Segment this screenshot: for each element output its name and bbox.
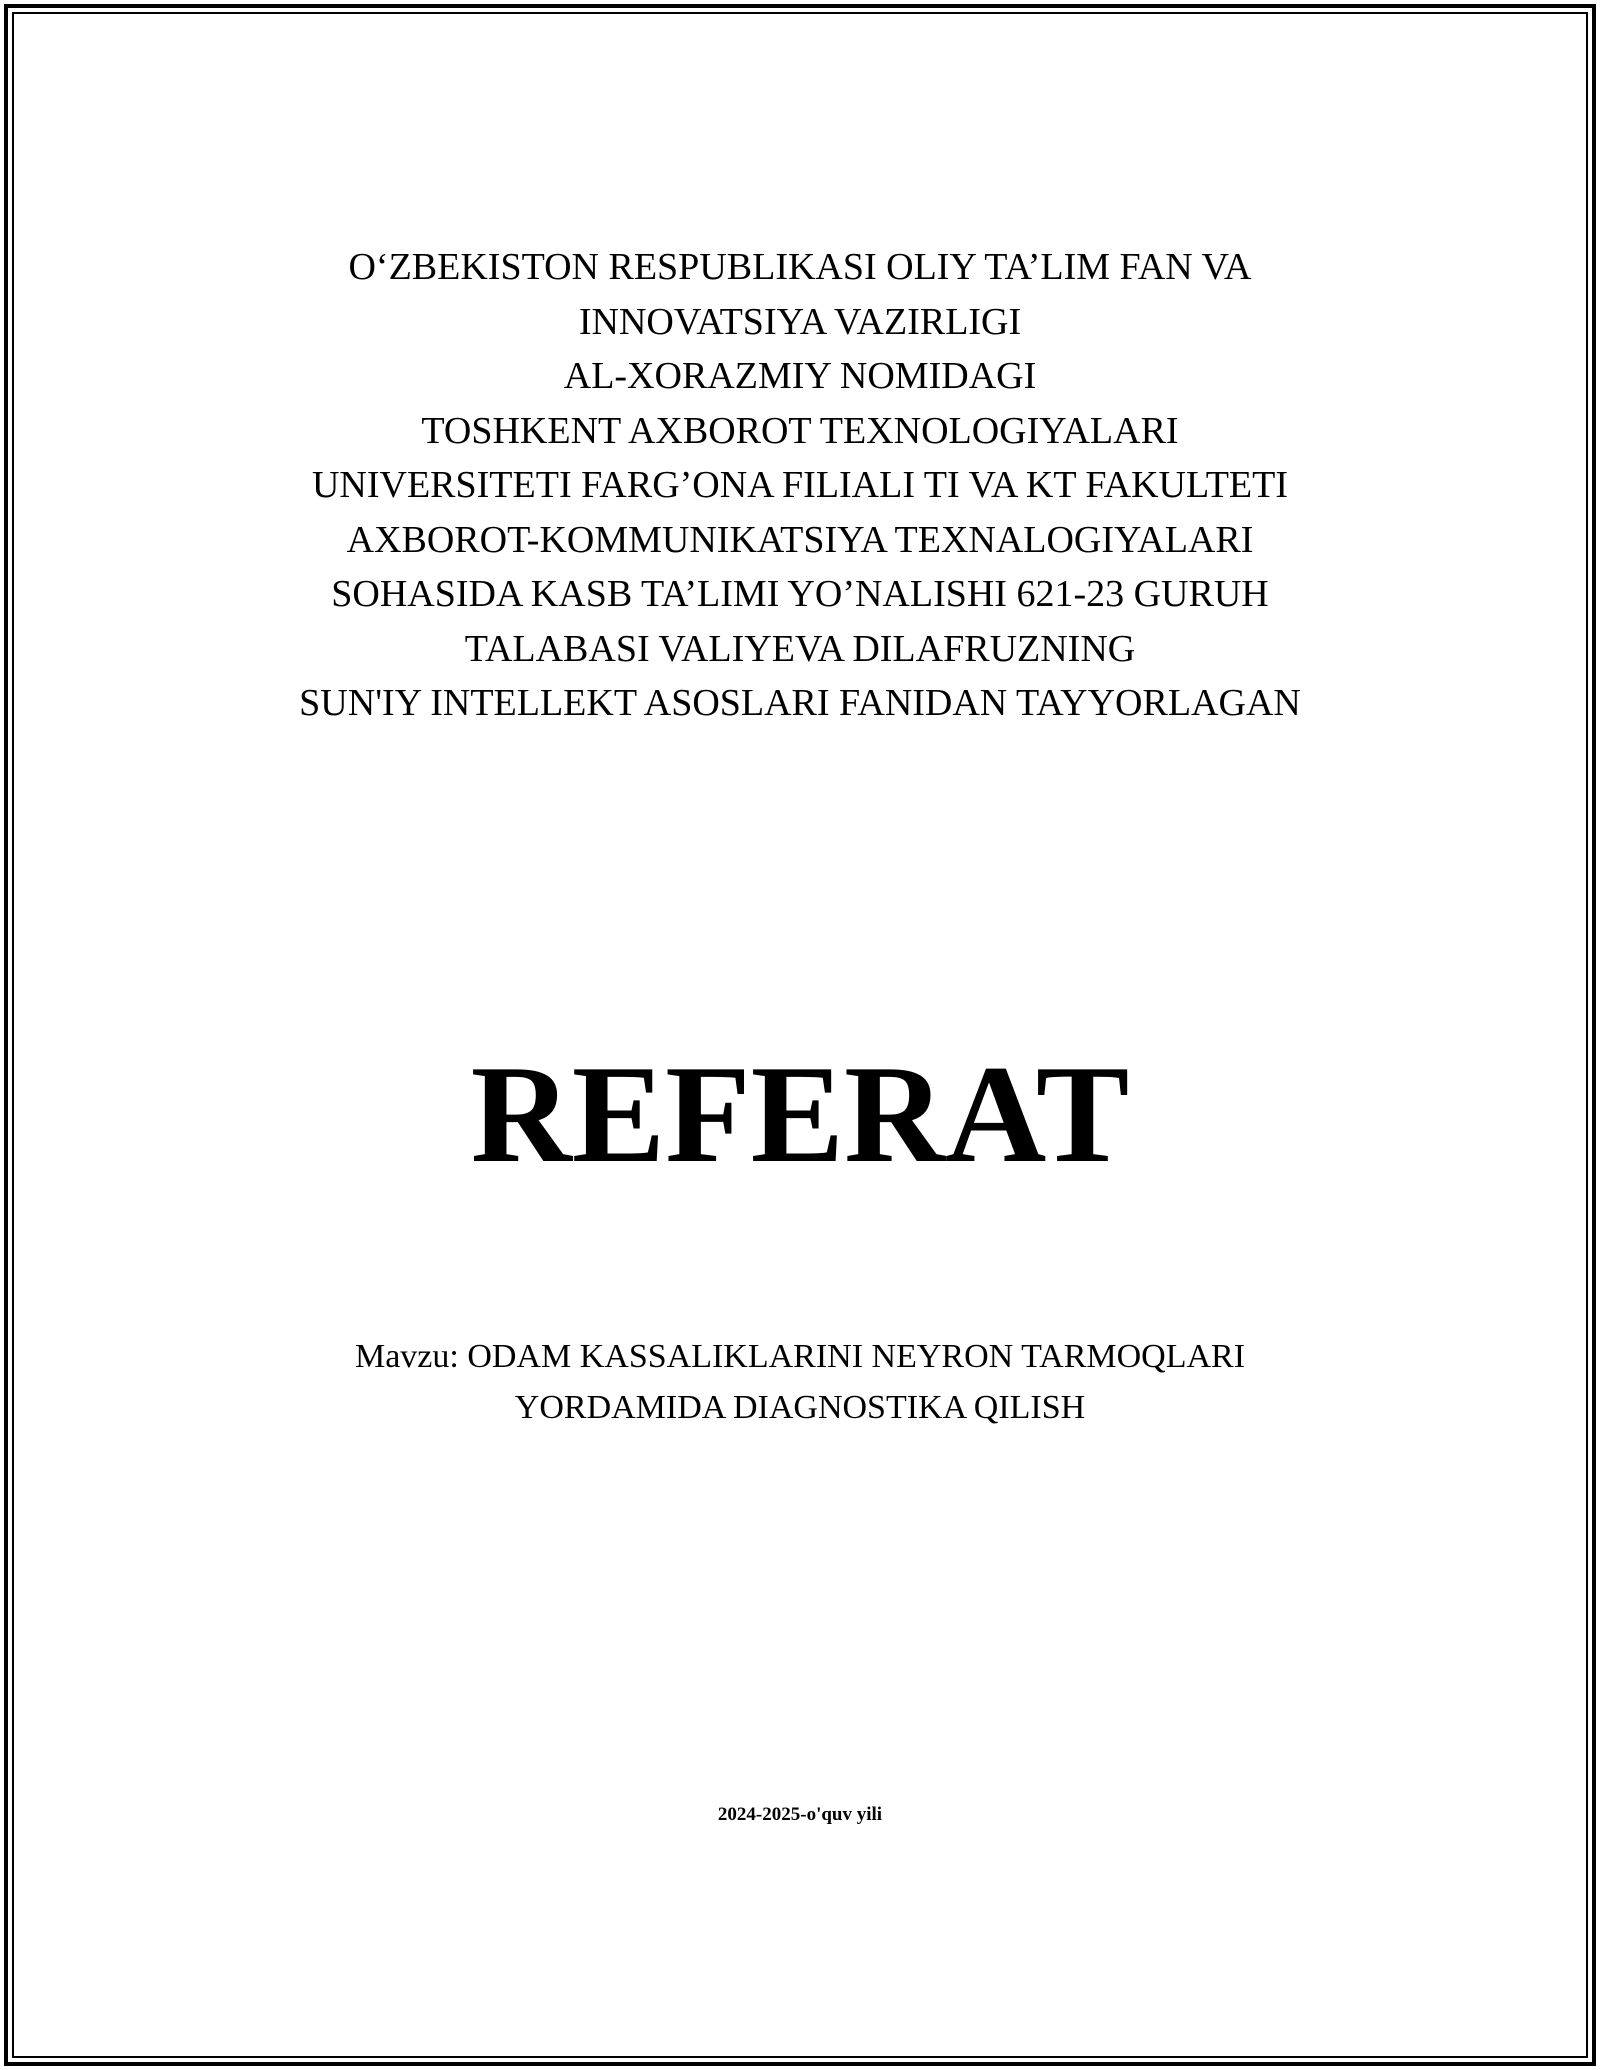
header-line: SOHASIDA KASB TA’LIMI YO’NALISHI 621-23 GURUH (331, 573, 1269, 615)
header-line: O‘ZBEKISTON RESPUBLIKASI OLIY TA’LIM FAN VA (348, 246, 1252, 288)
header-line: TALABASI VALIYEVA DILAFRUZNING (464, 627, 1136, 670)
topic-line: YORDAMIDA DIAGNOSTIKA QILISH (514, 1389, 1086, 1426)
institution-header (0, 240, 1600, 731)
header-line: INNOVATSIYA VAZIRLIGI (578, 300, 1022, 343)
header-line: AXBOROT-KOMMUNIKATSIYA TEXNALOGIYALARI (346, 518, 1254, 561)
document-title: REFERAT (470, 1037, 1130, 1192)
academic-year: 2024-2025-o'quv yili (717, 1804, 883, 1825)
topic (0, 1331, 1600, 1433)
header-line: TOSHKENT AXBOROT TEXNOLOGIYALARI (421, 409, 1179, 452)
header-line: AL-XORAZMIY NOMIDAGI (563, 355, 1037, 397)
topic-line: Mavzu: ODAM KASSALIKLARINI NEYRON TARMOQLARI (354, 1338, 1246, 1375)
header-line: SUN'IY INTELLEKT ASOSLARI FANIDAN TAYYORLAGAN (299, 682, 1301, 724)
header-line: UNIVERSITETI FARG’ONA FILIALI TI VA KT FAKULTETI (311, 464, 1288, 506)
